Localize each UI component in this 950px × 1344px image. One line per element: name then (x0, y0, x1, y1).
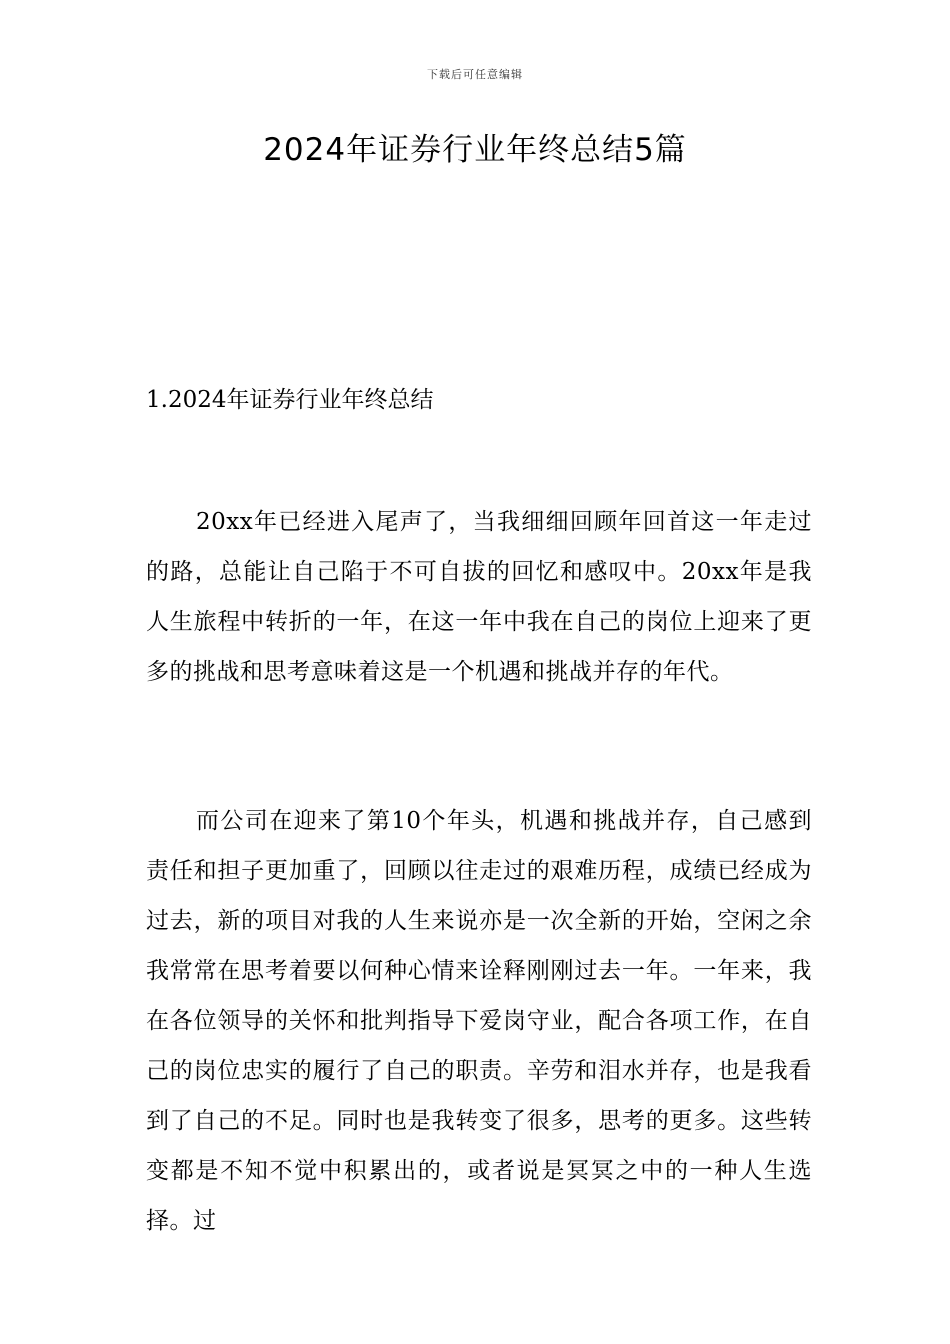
document-title: 2024年证券行业年终总结5篇 (263, 132, 687, 168)
body-paragraph-1: 20xx年已经进入尾声了，当我细细回顾年回首这一年走过的路，总能让自己陷于不可自拔的回忆和感叹中。20xx年是我人生旅程中转折的一年，在这一年中我在自己的岗位上迎来了更多的挑战和思考意味着这是一个机遇和挑战并存的年代。 (146, 509, 812, 685)
body-paragraph-2: 而公司在迎来了第10个年头，机遇和挑战并存，自己感到责任和担子更加重了，回顾以往走过的艰难历程，成绩已经成为过去，新的项目对我的人生来说亦是一次全新的开始，空闲之余我常常在思考着要以何种心情来诠释刚刚过去一年。一年来，我在各位领导的关怀和批判指导下爱岗守业，配合各项工作，在自己的岗位忠实的履行了自己的职责。辛劳和泪水并存，也是我看到了自己的不足。同时也是我转变了很多，思考的更多。这些转变都是不知不觉中积累出的，或者说是冥冥之中的一种人生选择。过 (146, 808, 812, 1234)
section-heading: 1.2024年证券行业年终总结 (146, 387, 434, 413)
header-note: 下载后可任意编辑 (427, 68, 523, 81)
